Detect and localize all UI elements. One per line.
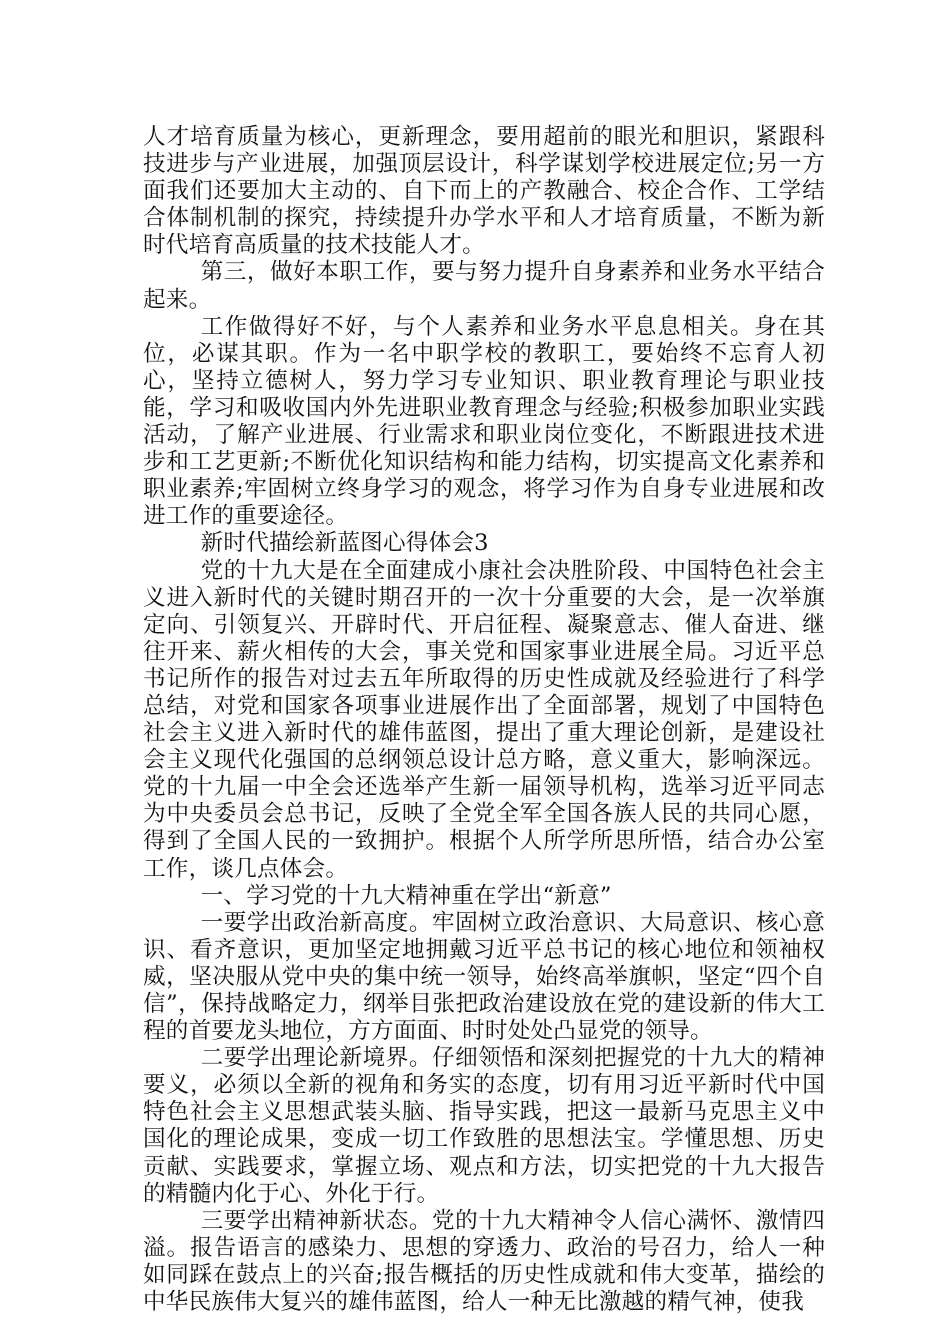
paragraph-1: 人才培育质量为核心，更新理念，要用超前的眼光和胆识，紧跟科技进步与产业进展，加强顶层设计，科学谋划学校进展定位;另一方面我们还要加大主动的、自下而上的产教融合、校企合作、工学结合体制机制的探究，持续提升办学水平和人才培育质量，不断为新时代培育高质量的技术技能人才。 [143,124,825,259]
section-title: 新时代描绘新蓝图心得体会3 [200,530,489,557]
paragraph-7: 一要学出政治新高度。牢固树立政治意识、大局意识、核心意识、看齐意识，更加坚定地拥戴习近平总书记的核心地位和领袖权威，坚决服从党中央的集中统一领导，始终高举旗帜，坚定“四个自信”，保持战略定力，纲举目张把政治建设放在党的建设新的伟大工程的首要龙头地位，方方面面、时时处处凸显党的领导。 [143,909,825,1045]
paragraph-8: 二要学出理论新境界。仔细领悟和深刻把握党的十九大的精神要义，必须以全新的视角和务实的态度，切有用习近平新时代中国特色社会主义思想武装头脑、指导实践，把这一最新马克思主义中国化的理论成果，变成一切工作致胜的思想法宝。学懂思想、历史贡献、实践要求，掌握立场、观点和方法，切实把党的十九大报告的精髓内化于心、外化于行。 [143,1045,825,1207]
document-body [143,124,825,1316]
paragraph-9: 三要学出精神新状态。党的十九大精神令人信心满怀、激情四溢。报告语言的感染力、思想的穿透力、政治的号召力，给人一种如同踩在鼓点上的兴奋;报告概括的历史性成就和伟大变革，描绘的中华民族伟大复兴的雄伟蓝图，给人一种无比激越的精气神，使我 [143,1207,825,1316]
heading-one: 一、学习党的十九大精神重在学出“新意” [200,882,612,909]
paragraph-5: 党的十九大是在全面建成小康社会决胜阶段、中国特色社会主义进入新时代的关键时期召开的一次十分重要的大会，是一次举旗定向、引领复兴、开辟时代、开启征程、凝聚意志、催人奋进、继往开来、薪火相传的大会，事关党和国家事业进展全局。习近平总书记所作的报告对过去五年所取得的历史性成就及经验进行了科学总结，对党和国家各项事业进展作出了全面部署，规划了中国特色社会主义进入新时代的雄伟蓝图，提出了重大理论创新，是建设社会主义现代化强国的总纲领总设计总方略，意义重大，影响深远。党的十九届一中全会还选举产生新一届领导机构，选举习近平同志为中央委员会总书记，反映了全党全军全国各族人民的共同心愿，得到了全国人民的一致拥护。根据个人所学所思所悟，结合办公室工作，谈几点体会。 [143,557,825,882]
paragraph-2: 第三，做好本职工作，要与努力提升自身素养和业务水平结合起来。 [143,259,825,313]
paragraph-3: 工作做得好不好，与个人素养和业务水平息息相关。身在其位，必谋其职。作为一名中职学校的教职工，要始终不忘育人初心，坚持立德树人，努力学习专业知识、职业教育理论与职业技能，学习和吸收国内外先进职业教育理念与经验;积极参加职业实践活动，了解产业进展、行业需求和职业岗位变化，不断跟进技术进步和工艺更新;不断优化知识结构和能力结构，切实提高文化素养和职业素养;牢固树立终身学习的观念，将学习作为自身专业进展和改进工作的重要途径。 [143,313,825,530]
